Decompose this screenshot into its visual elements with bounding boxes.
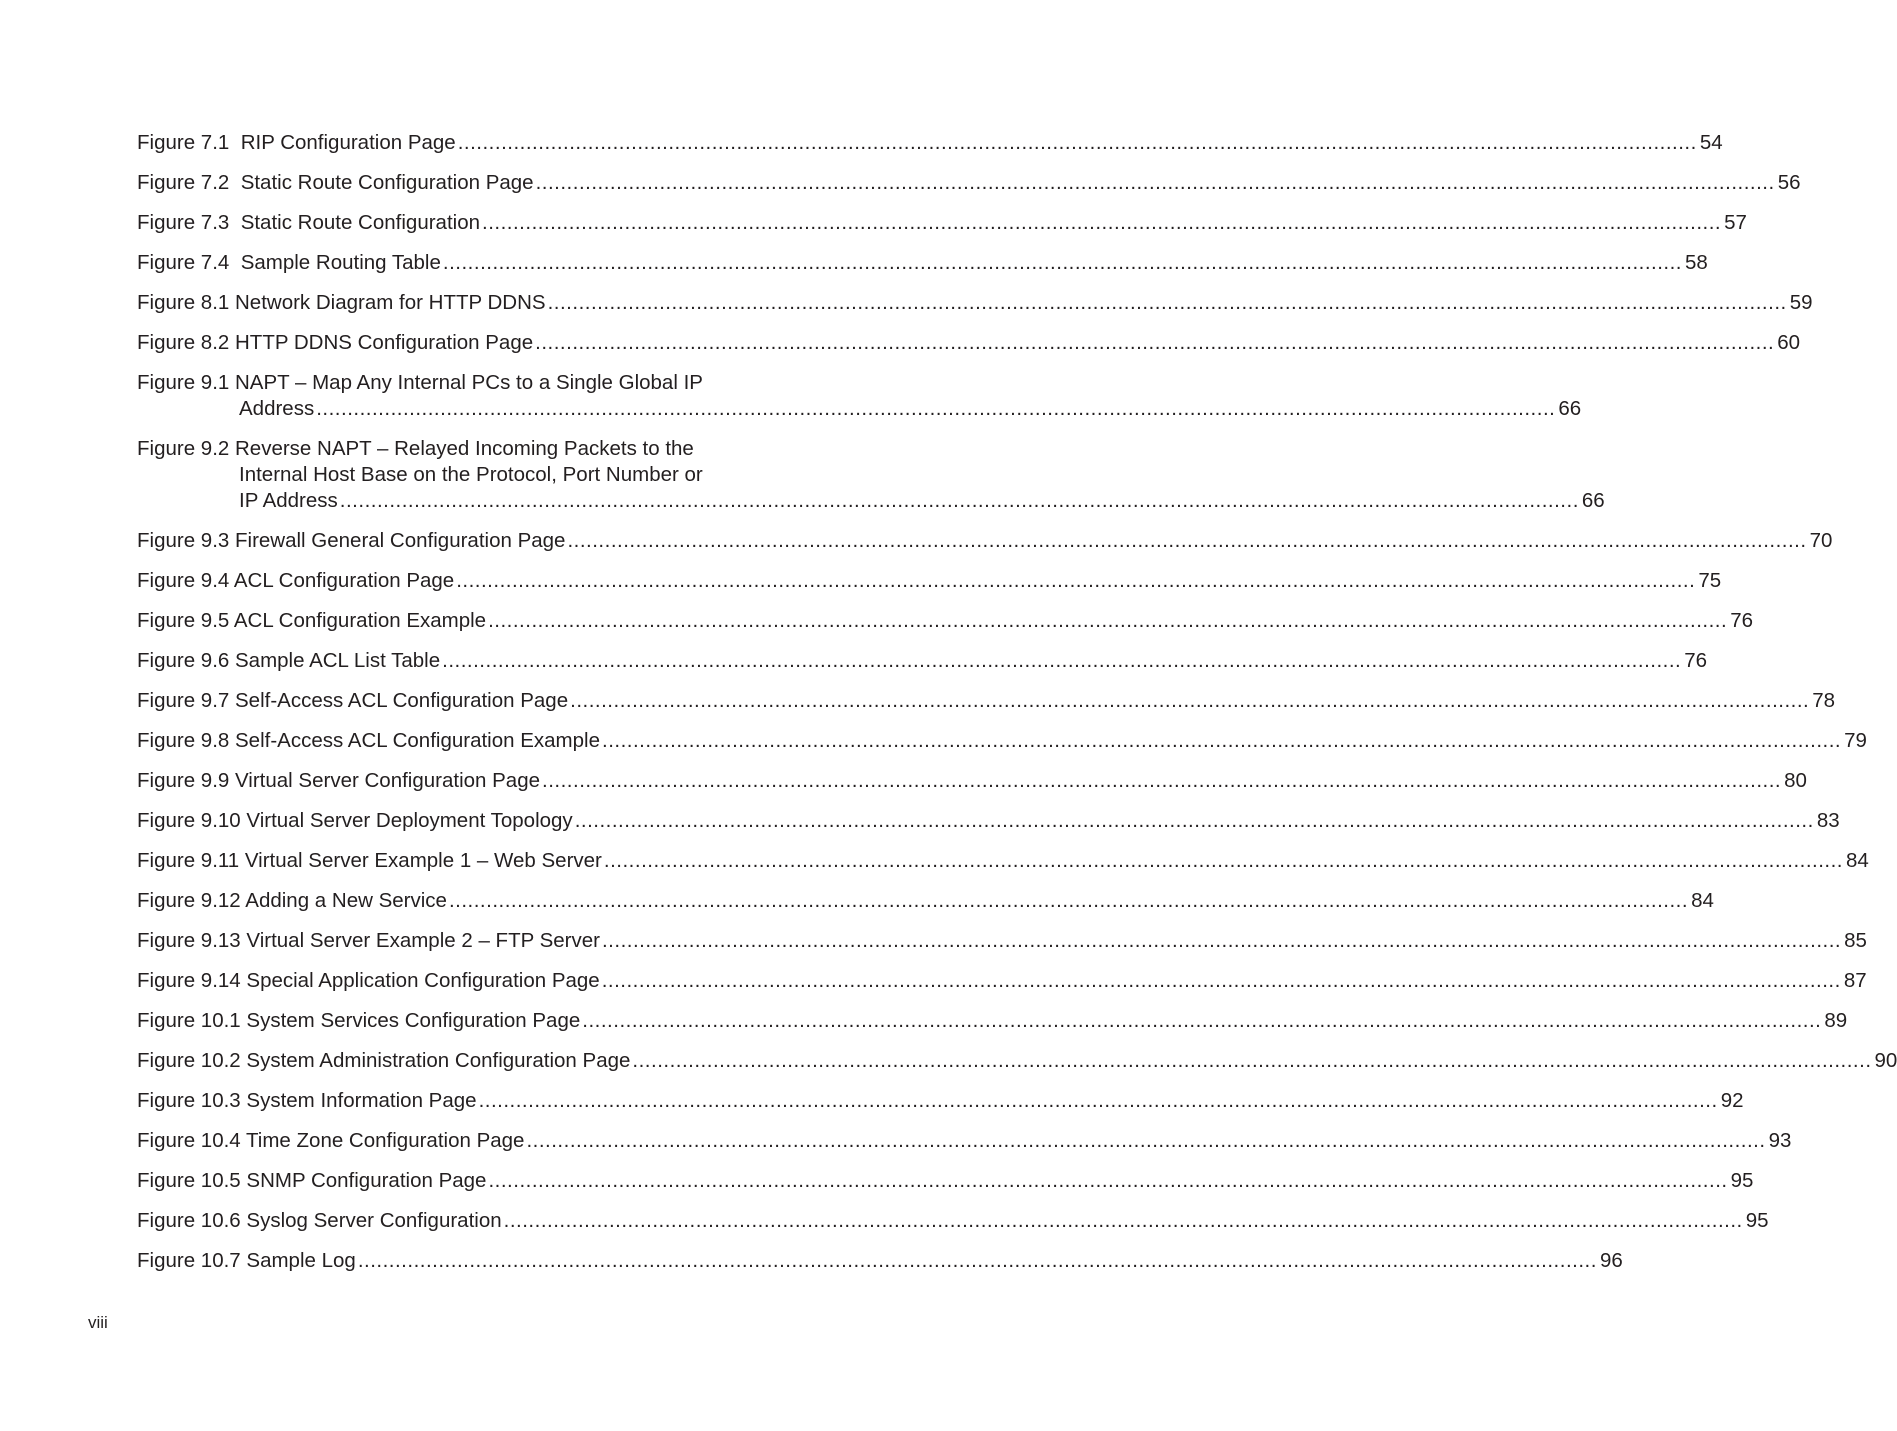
toc-entry-page: 85 (1844, 929, 1867, 952)
toc-entry-line (137, 462, 778, 488)
toc-entry-line (137, 848, 1869, 874)
toc-entry-title: Figure 10.4 Time Zone Configuration Page (137, 1129, 525, 1152)
dot-leader (575, 808, 1814, 834)
dot-leader (536, 170, 1775, 196)
toc-entry-line (137, 370, 778, 396)
toc-entry-line (137, 1088, 1744, 1114)
toc-entry-title: Figure 7.4 Sample Routing Table (137, 251, 441, 274)
toc-entry-title: Figure 9.10 Virtual Server Deployment Topology (137, 809, 573, 832)
toc-entry-page: 89 (1824, 1009, 1848, 1032)
toc-entry-title: Figure 7.3 Static Route Configuration (137, 211, 480, 234)
toc-entry-line (137, 528, 1833, 554)
toc-entry-line (137, 728, 1867, 754)
toc-entry-line (137, 808, 1840, 834)
dot-leader (458, 130, 1697, 156)
toc-entry-page: 58 (1685, 251, 1708, 274)
toc-entry-line (137, 888, 1714, 914)
toc-entry-page: 78 (1812, 689, 1836, 712)
toc-entry-title: Figure 10.5 SNMP Configuration Page (137, 1169, 487, 1192)
toc-entry-title: Figure 9.14 Special Application Configuration Page (137, 969, 600, 992)
toc-entry-line (137, 688, 1836, 714)
dot-leader (316, 396, 1555, 422)
toc-entry-line (137, 1208, 1769, 1234)
toc-entry[interactable] (137, 1168, 1754, 1194)
toc-entry-title: Figure 10.2 System Administration Configuration Page (137, 1049, 631, 1072)
toc-entry-title: Figure 9.8 Self-Access ACL Configuration Example (137, 729, 600, 752)
toc-entry[interactable] (137, 568, 1722, 594)
toc-entry-page: 75 (1698, 569, 1722, 592)
toc-entry[interactable] (137, 210, 1747, 236)
toc-entry[interactable] (137, 330, 1801, 356)
toc-entry[interactable] (137, 370, 1582, 422)
dot-leader (602, 968, 1841, 994)
toc-entry-line (137, 1128, 1792, 1154)
toc-entry-page: 96 (1599, 1249, 1623, 1272)
toc-entry-page: 76 (1730, 609, 1754, 632)
dot-leader (567, 528, 1806, 554)
toc-entry[interactable] (137, 1128, 1792, 1154)
toc-entry-title: Figure 9.1 NAPT – Map Any Internal PCs to a Single Global IP (137, 371, 703, 394)
toc-entry-line (137, 436, 778, 462)
toc-entry-page: 83 (1816, 809, 1840, 832)
toc-entry-title: Figure 9.3 Firewall General Configuration Page (137, 529, 566, 552)
toc-entry-page: 87 (1843, 969, 1867, 992)
toc-entry-page: 79 (1844, 729, 1867, 752)
toc-entry[interactable] (137, 1208, 1769, 1234)
dot-leader (449, 888, 1688, 914)
toc-entry-line (137, 648, 1708, 674)
toc-entry[interactable] (137, 928, 1867, 954)
dot-leader (504, 1208, 1743, 1234)
toc-entry-title: Figure 10.7 Sample Log (137, 1249, 356, 1272)
toc-entry-line (137, 768, 1807, 794)
toc-entry-title: Figure 9.2 Reverse NAPT – Relayed Incoming Packets to the (137, 437, 694, 460)
toc-entry[interactable] (137, 1248, 1623, 1274)
toc-entry-line (137, 968, 1867, 994)
toc-entry-title: Figure 10.6 Syslog Server Configuration (137, 1209, 502, 1232)
toc-entry-page: 84 (1691, 889, 1714, 912)
toc-entry-page: 66 (1558, 397, 1582, 420)
toc-entry[interactable] (137, 808, 1840, 834)
toc-entry-line (137, 568, 1722, 594)
dot-leader (479, 1088, 1718, 1114)
toc-entry-title: Figure 7.1 RIP Configuration Page (137, 131, 456, 154)
toc-entry-title: Figure 9.13 Virtual Server Example 2 – FTP Server (137, 929, 600, 952)
toc-entry-title: Figure 9.11 Virtual Server Example 1 – Web Server (137, 849, 602, 872)
toc-entry-page: 80 (1784, 769, 1807, 792)
dot-leader (602, 928, 1841, 954)
toc-entry-page: 60 (1777, 331, 1801, 354)
toc-entry-page: 70 (1809, 529, 1833, 552)
toc-entry-title: Figure 8.1 Network Diagram for HTTP DDNS (137, 291, 546, 314)
dot-leader (535, 330, 1774, 356)
dot-leader (542, 768, 1781, 794)
toc-entry-page: 95 (1730, 1169, 1754, 1192)
toc-entry-page: 93 (1768, 1129, 1792, 1152)
page-number: viii (88, 1313, 108, 1332)
toc-entry[interactable] (137, 250, 1708, 276)
toc-entry-title: Internal Host Base on the Protocol, Port Number or (239, 463, 703, 486)
toc-entry-line (137, 1248, 1623, 1274)
toc-entry-line (137, 488, 1605, 514)
toc-entry-title: Figure 10.3 System Information Page (137, 1089, 477, 1112)
toc-entry-line (137, 210, 1747, 236)
toc-entry[interactable] (137, 1088, 1744, 1114)
dot-leader (340, 488, 1579, 514)
toc-entry-title: Figure 9.4 ACL Configuration Page (137, 569, 455, 592)
toc-entry-line (137, 396, 1582, 422)
toc-entry[interactable] (137, 608, 1754, 634)
toc-entry-page: 92 (1720, 1089, 1744, 1112)
dot-leader (488, 608, 1727, 634)
dot-leader (604, 848, 1843, 874)
dot-leader (526, 1128, 1765, 1154)
toc-entry-title: Figure 8.2 HTTP DDNS Configuration Page (137, 331, 534, 354)
toc-entry-title: IP Address (239, 489, 338, 512)
toc-entry[interactable] (137, 688, 1836, 714)
toc-entry-title: Figure 9.7 Self-Access ACL Configuration Page (137, 689, 569, 712)
toc-entry-page: 56 (1777, 171, 1801, 194)
toc-entry-title: Figure 7.2 Static Route Configuration Page (137, 171, 534, 194)
toc-entry-line (137, 608, 1754, 634)
toc-entry-title: Figure 9.12 Adding a New Service (137, 889, 447, 912)
toc-entry[interactable] (137, 648, 1708, 674)
toc-entry-line (137, 290, 1813, 316)
toc-entry-line (137, 130, 1723, 156)
toc-entry-line (137, 170, 1801, 196)
toc-entry[interactable] (137, 290, 1813, 316)
toc-entry-line (137, 1168, 1754, 1194)
toc-entry-page: 90 (1874, 1049, 1897, 1072)
list-of-figures (137, 130, 1897, 1274)
toc-entry[interactable] (137, 1008, 1848, 1034)
toc-entry[interactable] (137, 528, 1833, 554)
toc-entry[interactable] (137, 436, 1605, 514)
dot-leader (548, 290, 1787, 316)
toc-entry[interactable] (137, 170, 1801, 196)
toc-entry-title: Address (239, 397, 315, 420)
toc-entry-line (137, 1048, 1897, 1074)
toc-entry[interactable] (137, 728, 1867, 754)
dot-leader (443, 250, 1682, 276)
toc-entry[interactable] (137, 848, 1869, 874)
toc-entry[interactable] (137, 768, 1807, 794)
toc-entry-page: 76 (1684, 649, 1708, 672)
toc-entry-page: 57 (1724, 211, 1747, 234)
toc-entry-page: 54 (1699, 131, 1723, 154)
dot-leader (358, 1248, 1597, 1274)
toc-entry-line (137, 928, 1867, 954)
toc-entry-page: 95 (1745, 1209, 1769, 1232)
toc-entry-page: 84 (1846, 849, 1869, 872)
dot-leader (482, 210, 1721, 236)
toc-entry[interactable] (137, 968, 1867, 994)
dot-leader (632, 1048, 1871, 1074)
toc-entry-title: Figure 9.5 ACL Configuration Example (137, 609, 487, 632)
toc-entry-line (137, 250, 1708, 276)
dot-leader (582, 1008, 1821, 1034)
toc-entry-title: Figure 10.1 System Services Configuration Page (137, 1009, 581, 1032)
toc-entry[interactable] (137, 888, 1714, 914)
toc-entry-title: Figure 9.6 Sample ACL List Table (137, 649, 441, 672)
dot-leader (602, 728, 1841, 754)
dot-leader (442, 648, 1681, 674)
toc-entry[interactable] (137, 130, 1723, 156)
toc-entry-page: 59 (1789, 291, 1813, 314)
toc-entry-line (137, 1008, 1848, 1034)
toc-entry-title: Figure 9.9 Virtual Server Configuration Page (137, 769, 541, 792)
toc-entry[interactable] (137, 1048, 1897, 1074)
dot-leader (456, 568, 1695, 594)
dot-leader (488, 1168, 1727, 1194)
toc-entry-line (137, 330, 1801, 356)
toc-entry-page: 66 (1581, 489, 1605, 512)
dot-leader (570, 688, 1809, 714)
